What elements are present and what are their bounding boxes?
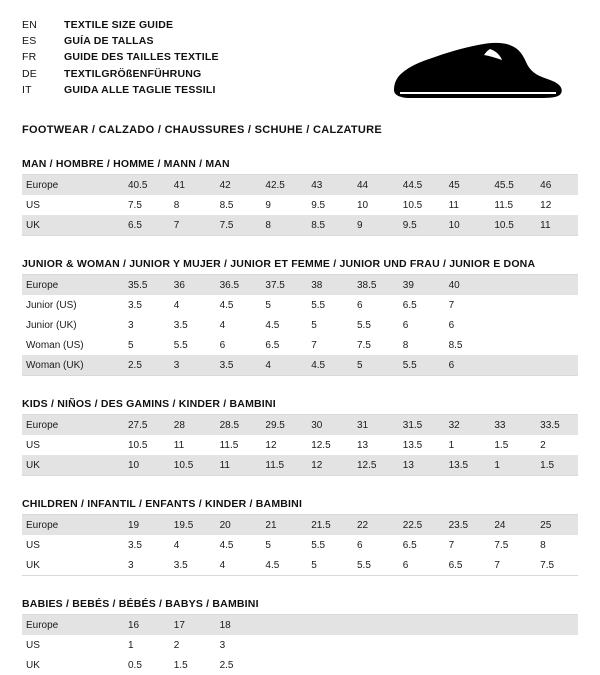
cell: 16	[120, 615, 166, 635]
cell: 13	[395, 455, 441, 475]
size-table-children	[22, 515, 578, 575]
cell: 18	[212, 615, 258, 635]
cell	[532, 295, 578, 315]
cell: 9.5	[311, 199, 326, 211]
cell: 29.5	[257, 415, 303, 435]
cell: 3	[166, 355, 212, 375]
category-heading: FOOTWEAR / CALZADO / CHAUSSURES / SCHUHE / CALZATURE	[22, 124, 383, 136]
language-row	[22, 67, 219, 83]
cell: 9	[349, 215, 395, 235]
table-row	[22, 555, 578, 575]
cell: 8	[173, 199, 180, 211]
cell	[532, 615, 578, 635]
cell: 33.5	[532, 415, 578, 435]
cell: 4.5	[303, 355, 349, 375]
cell: 6	[356, 299, 363, 311]
cell: 5	[265, 539, 271, 551]
table-row	[22, 515, 578, 535]
section-junior-woman	[22, 258, 578, 376]
cell: 20	[212, 515, 258, 535]
cell	[486, 655, 532, 675]
cell	[486, 355, 532, 375]
size-table-man	[22, 175, 578, 235]
row-label: Woman (UK)	[22, 355, 120, 375]
cell: 27.5	[120, 415, 166, 435]
row-label: Europe	[22, 615, 120, 635]
table-row	[22, 175, 578, 195]
cell: 5	[265, 299, 271, 311]
cell: 7	[448, 299, 455, 311]
cell: 22.5	[395, 515, 441, 535]
cell: 2	[173, 639, 180, 651]
size-table-junior-woman	[22, 275, 578, 375]
cell	[257, 615, 303, 635]
cell: 6.5	[265, 339, 280, 351]
cell: 0.5	[128, 659, 142, 671]
cell: 3	[219, 639, 226, 651]
size-table-babies	[22, 615, 578, 675]
cell	[441, 655, 487, 675]
cell: 8	[540, 539, 546, 551]
cell: 13	[356, 439, 369, 451]
cell	[303, 615, 349, 635]
cell: 4	[173, 539, 180, 551]
cell	[257, 635, 303, 655]
cell: 6	[441, 355, 487, 375]
cell	[532, 355, 578, 375]
cell: 4	[257, 355, 303, 375]
section-title: KIDS / NIÑOS / DES GAMINS / KINDER / BAMBINI	[22, 398, 276, 410]
section-title: CHILDREN / INFANTIL / ENFANTS / KINDER / BAMBINI	[22, 498, 303, 510]
row-label: UK	[22, 215, 120, 235]
cell: 45.5	[486, 175, 532, 195]
cell: 31.5	[395, 415, 441, 435]
cell: 24	[486, 515, 532, 535]
row-label: Woman (US)	[26, 339, 84, 351]
table-row	[22, 195, 578, 215]
row-label: Europe	[22, 415, 120, 435]
cell: 11.5	[257, 455, 303, 475]
cell	[441, 615, 487, 635]
cell: 6.5	[120, 215, 166, 235]
cell: 6.5	[402, 539, 417, 551]
cell: 28	[166, 415, 212, 435]
table-row	[22, 315, 578, 335]
cell: 46	[532, 175, 578, 195]
cell: 10	[120, 455, 166, 475]
cell: 7.5	[540, 559, 555, 571]
cell: 1.5	[532, 455, 578, 475]
language-code: ES	[22, 35, 37, 48]
row-label: US	[26, 539, 40, 551]
cell: 12.5	[349, 455, 395, 475]
language-code: FR	[22, 51, 37, 64]
cell: 7	[494, 559, 500, 571]
divider	[22, 235, 578, 236]
row-label: US	[26, 639, 40, 651]
cell: 7.5	[356, 339, 371, 351]
cell: 38	[303, 275, 349, 295]
cell: 7	[448, 539, 455, 551]
cell	[532, 315, 578, 335]
divider	[22, 475, 578, 476]
cell: 4.5	[265, 559, 280, 571]
cell: 8.5	[448, 339, 463, 351]
cell: 2.5	[120, 355, 166, 375]
divider	[22, 375, 578, 376]
cell: 7.5	[128, 199, 142, 211]
cell: 28.5	[212, 415, 258, 435]
row-label: Junior (UK)	[26, 319, 77, 331]
language-title: TEXTILGRÖßENFÜHRUNG	[64, 67, 202, 80]
section-title: MAN / HOMBRE / HOMME / MANN / MAN	[22, 158, 230, 170]
cell: 42	[212, 175, 258, 195]
cell: 2	[540, 439, 546, 451]
cell: 11	[532, 215, 578, 235]
language-title-list	[22, 18, 219, 99]
table-row	[22, 215, 578, 235]
cell: 7.5	[212, 215, 258, 235]
cell: 5.5	[311, 299, 326, 311]
cell	[349, 615, 395, 635]
cell: 8.5	[303, 215, 349, 235]
cell: 1.5	[494, 439, 509, 451]
row-label: US	[26, 199, 40, 211]
cell: 8	[402, 339, 409, 351]
table-row	[22, 635, 578, 655]
cell: 21	[257, 515, 303, 535]
cell: 6.5	[402, 299, 417, 311]
language-row	[22, 83, 219, 99]
cell: 12	[303, 455, 349, 475]
cell	[486, 315, 532, 335]
cell: 6	[448, 319, 455, 331]
cell: 22	[349, 515, 395, 535]
cell	[486, 635, 532, 655]
cell: 17	[166, 615, 212, 635]
language-title: GUÍA DE TALLAS	[64, 35, 154, 48]
cell: 12.5	[311, 439, 331, 451]
cell: 8	[257, 215, 303, 235]
table-row	[22, 655, 578, 675]
cell	[532, 635, 578, 655]
cell: 21.5	[303, 515, 349, 535]
row-label: UK	[26, 559, 40, 571]
cell: 9	[265, 199, 271, 211]
cell: 37.5	[257, 275, 303, 295]
cell	[395, 615, 441, 635]
cell	[303, 635, 349, 655]
cell	[486, 335, 532, 355]
table-row	[22, 455, 578, 475]
cell: 5.5	[311, 539, 326, 551]
cell	[395, 635, 441, 655]
cell: 5	[128, 339, 134, 351]
cell: 10	[356, 199, 369, 211]
cell: 4	[173, 299, 180, 311]
cell: 6	[219, 339, 226, 351]
language-row	[22, 18, 219, 34]
cell: 2.5	[219, 659, 234, 671]
cell: 6	[356, 539, 363, 551]
language-code: EN	[22, 19, 37, 31]
cell: 1	[448, 439, 455, 451]
cell: 44	[349, 175, 395, 195]
cell: 42.5	[257, 175, 303, 195]
header	[22, 18, 578, 110]
section-title: JUNIOR & WOMAN / JUNIOR Y MUJER / JUNIOR ET FEMME / JUNIOR UND FRAU / JUNIOR E DONA	[22, 258, 536, 270]
cell: 11	[173, 439, 185, 451]
cell: 25	[532, 515, 578, 535]
language-row	[22, 50, 219, 66]
divider	[22, 575, 578, 576]
cell: 43	[303, 175, 349, 195]
cell: 1	[128, 639, 134, 651]
table-row	[22, 615, 578, 635]
cell: 5.5	[356, 319, 371, 331]
table-row	[22, 355, 578, 375]
section-babies	[22, 598, 578, 675]
cell: 32	[441, 415, 487, 435]
section-title: BABIES / BEBÉS / BÉBÉS / BABYS / BAMBINI	[22, 598, 259, 610]
cell: 31	[349, 415, 395, 435]
section-man	[22, 158, 578, 236]
language-title: GUIDE DES TAILLES TEXTILE	[64, 51, 219, 64]
cell: 6	[402, 319, 409, 331]
cell: 10.5	[402, 199, 423, 211]
table-row	[22, 415, 578, 435]
cell: 38.5	[349, 275, 395, 295]
row-label: UK	[26, 659, 40, 671]
cell: 11.5	[494, 199, 514, 211]
cell: 23.5	[441, 515, 487, 535]
cell: 44.5	[395, 175, 441, 195]
cell: 7	[166, 215, 212, 235]
cell: 33	[486, 415, 532, 435]
cell: 39	[395, 275, 441, 295]
cell: 12	[265, 439, 277, 451]
language-title: TEXTILE SIZE GUIDE	[64, 19, 174, 31]
cell: 40.5	[120, 175, 166, 195]
table-row	[22, 435, 578, 455]
table-row	[22, 275, 578, 295]
section-kids	[22, 398, 578, 476]
cell	[486, 295, 532, 315]
language-row	[22, 34, 219, 50]
cell: 5	[311, 559, 317, 571]
cell: 36	[166, 275, 212, 295]
cell: 13.5	[441, 455, 487, 475]
cell: 1.5	[173, 659, 188, 671]
cell	[532, 275, 578, 295]
cell: 7	[311, 339, 317, 351]
cell: 10.5	[486, 215, 532, 235]
cell: 3.5	[173, 319, 188, 331]
row-label: US	[26, 439, 40, 451]
language-title: GUIDA ALLE TAGLIE TESSILI	[64, 83, 216, 96]
size-table-kids	[22, 415, 578, 475]
cell: 12	[540, 199, 552, 211]
cell: 40	[441, 275, 487, 295]
cell: 6	[402, 559, 409, 571]
cell: 5	[311, 319, 317, 331]
cell: 35.5	[120, 275, 166, 295]
cell: 19	[120, 515, 166, 535]
language-code: DE	[22, 67, 37, 80]
cell	[532, 335, 578, 355]
cell: 3.5	[173, 559, 188, 571]
cell: 4	[219, 559, 226, 571]
cell: 4	[219, 319, 226, 331]
cell	[395, 655, 441, 675]
row-label: Europe	[22, 175, 120, 195]
cell: 13.5	[402, 439, 423, 451]
cell: 5.5	[173, 339, 188, 351]
cell	[349, 655, 395, 675]
cell: 11	[448, 199, 459, 211]
dress-shoe-icon	[380, 32, 570, 110]
table-row	[22, 535, 578, 555]
cell: 36.5	[212, 275, 258, 295]
cell: 8.5	[219, 199, 234, 211]
row-label: UK	[22, 455, 120, 475]
cell: 6.5	[448, 559, 463, 571]
cell: 5.5	[356, 559, 371, 571]
cell: 3.5	[212, 355, 258, 375]
table-row	[22, 335, 578, 355]
cell: 11	[212, 455, 258, 475]
cell	[486, 615, 532, 635]
cell: 7.5	[494, 539, 509, 551]
cell: 3.5	[128, 299, 142, 311]
cell: 9.5	[395, 215, 441, 235]
cell	[532, 655, 578, 675]
cell	[257, 655, 303, 675]
cell: 5.5	[395, 355, 441, 375]
language-code: IT	[22, 83, 32, 96]
cell: 4.5	[265, 319, 280, 331]
table-row	[22, 295, 578, 315]
cell: 45	[441, 175, 487, 195]
row-label: Junior (US)	[26, 299, 77, 311]
cell: 3	[128, 559, 134, 571]
cell	[486, 275, 532, 295]
cell: 41	[166, 175, 212, 195]
cell	[303, 655, 349, 675]
cell: 5	[349, 355, 395, 375]
cell: 1	[486, 455, 532, 475]
cell: 3.5	[128, 539, 142, 551]
cell: 30	[303, 415, 349, 435]
cell: 10	[441, 215, 487, 235]
cell	[349, 635, 395, 655]
row-label: Europe	[22, 515, 120, 535]
cell: 4.5	[219, 539, 234, 551]
cell: 10.5	[166, 455, 212, 475]
cell: 11.5	[219, 439, 239, 451]
cell: 4.5	[219, 299, 234, 311]
cell: 3	[128, 319, 134, 331]
section-children	[22, 498, 578, 576]
row-label: Europe	[22, 275, 120, 295]
cell: 10.5	[128, 439, 148, 451]
cell	[441, 635, 487, 655]
cell: 19.5	[166, 515, 212, 535]
